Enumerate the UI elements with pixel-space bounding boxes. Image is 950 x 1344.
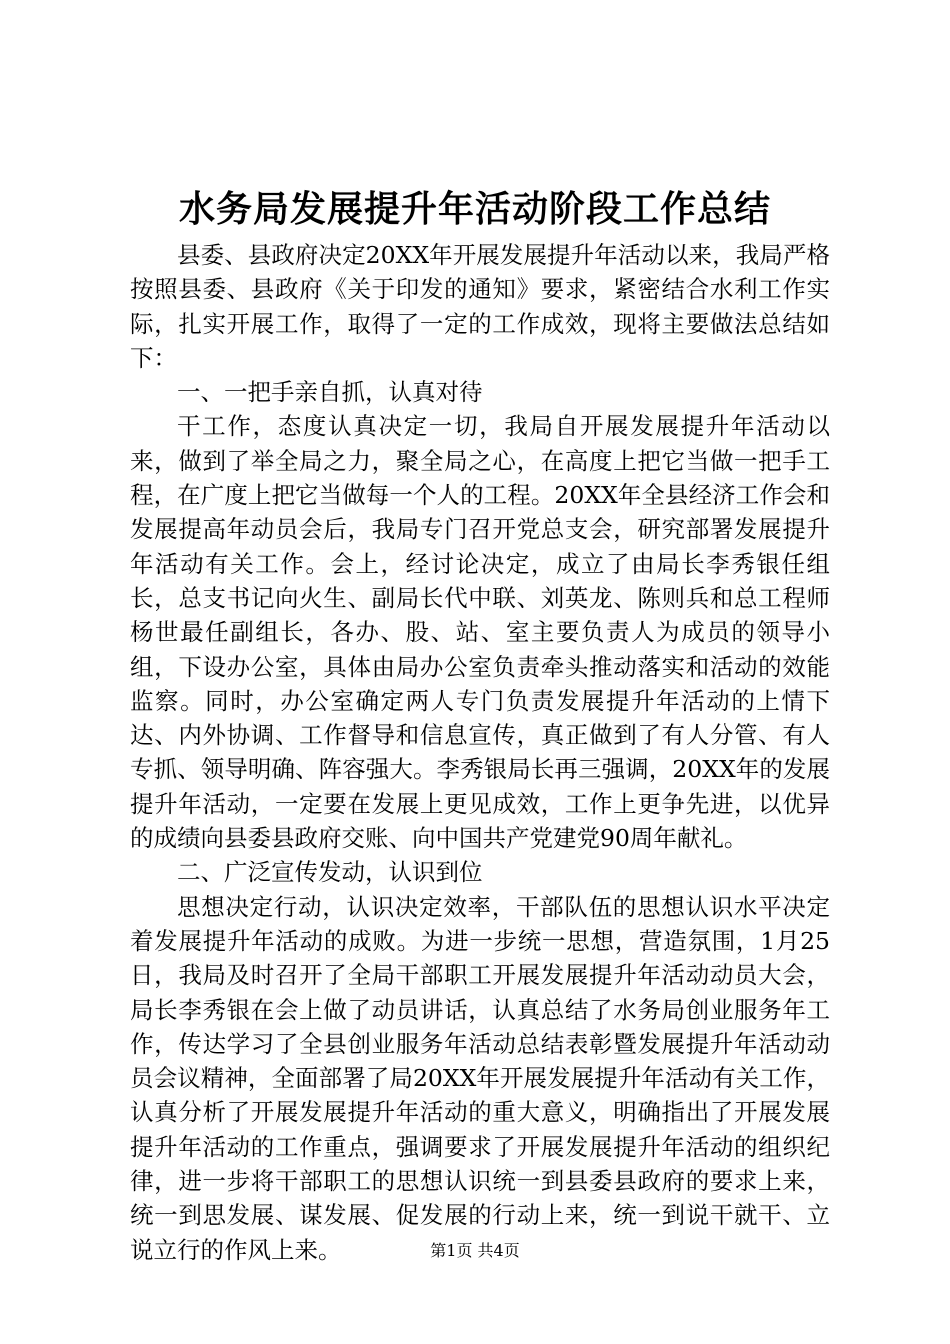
document-title: 水务局发展提升年活动阶段工作总结	[178, 188, 771, 230]
document-body	[130, 238, 830, 1267]
page-footer: 第1页 共4页	[430, 1241, 520, 1260]
intro-paragraph: 县委、县政府决定20XX年开展发展提升年活动以来，我局严格按照县委、县政府《关于印发的通知》要求，紧密结合水利工作实际，扎实开展工作，取得了一定的工作成效，现将主要做法总结如下：	[130, 241, 830, 372]
section-heading-2: 二、广泛宣传发动，认识到位	[177, 858, 483, 887]
section-paragraph-2: 思想决定行动，认识决定效率，干部队伍的思想认识水平决定着发展提升年活动的成败。为进一步统一思想，营造氛围，1月25日，我局及时召开了全局干部职工开展发展提升年活动动员大会，局长李秀银在会上做了动员讲话，认真总结了水务局创业服务年工作，传达学习了全县创业服务年活动总结表彰暨发展提升年活动动员会议精神，全面部署了局20XX年开展发展提升年活动有关工作，认真分析了开展发展提升年活动的重大意义，明确指出了开展发展提升年活动的工作重点，强调要求了开展发展提升年活动的组织纪律，进一步将干部职工的思想认识统一到县委县政府的要求上来，统一到思发展、谋发展、促发展的行动上来，统一到说干就干、立说立行的作风上来。	[130, 892, 830, 1264]
section-paragraph-1: 干工作，态度认真决定一切，我局自开展发展提升年活动以来，做到了举全局之力，聚全局之心，在高度上把它当做一把手工程，在广度上把它当做每一个人的工程。20XX年全县经济工作会和发展提高年动员会后，我局专门召开党总支会，研究部署发展提升年活动有关工作。会上，经讨论决定，成立了由局长李秀银任组长，总支书记向火生、副局长代中联、刘英龙、陈则兵和总工程师杨世最任副组长，各办、股、站、室主要负责人为成员的领导小组，下设办公室，具体由局办公室负责牵头推动落实和活动的效能监察。同时，办公室确定两人专门负责发展提升年活动的上情下达、内外协调、工作督导和信息宣传，真正做到了有人分管、有人专抓、领导明确、阵容强大。李秀银局长再三强调，20XX年的发展提升年活动，一定要在发展上更见成效，工作上更争先进，以优异的成绩向县委县政府交账、向中国共产党建党90周年献礼。	[130, 412, 830, 853]
section-heading-1: 一、一把手亲自抓，认真对待	[177, 378, 483, 407]
